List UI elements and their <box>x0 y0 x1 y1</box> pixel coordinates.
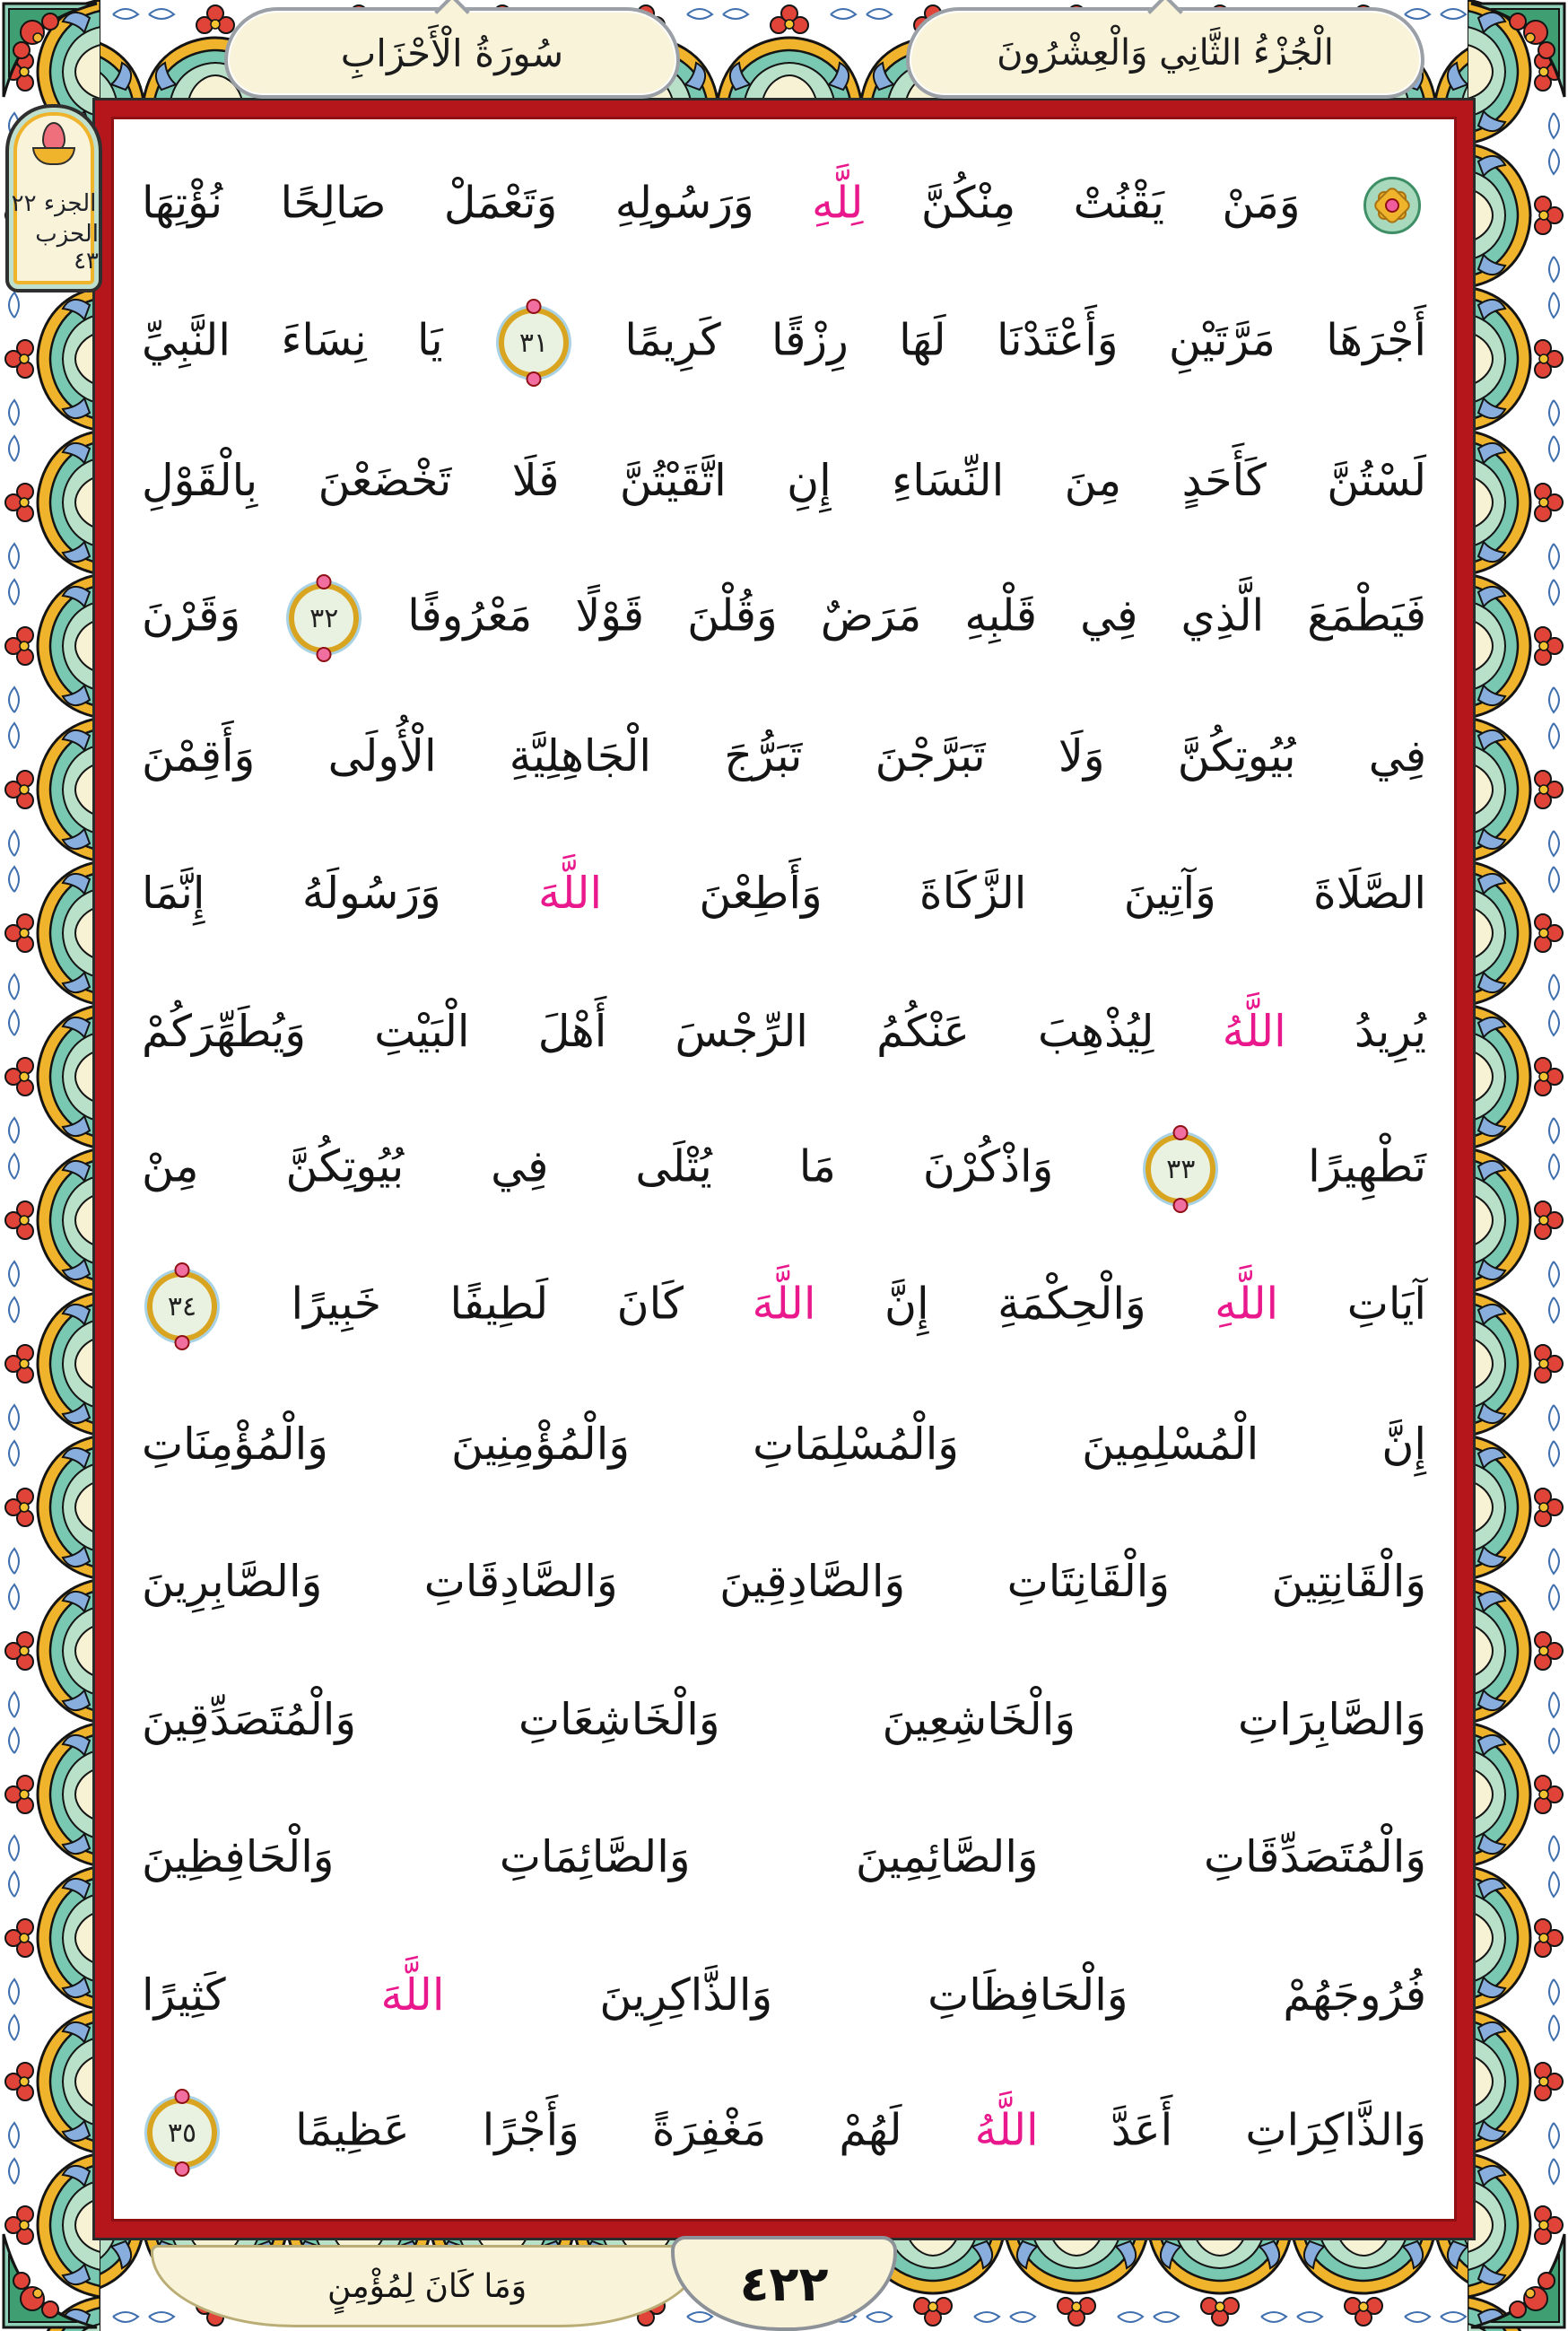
verse-text: كَثِيرًا <box>142 1969 226 2021</box>
ayah-number-medallion <box>147 2098 217 2168</box>
quran-line-text <box>142 729 1426 781</box>
verse-text: فُرُوجَهُمْ وَالْحَافِظَاتِ وَالذَّاكِرِينَ <box>599 1969 1426 2021</box>
quran-line-text <box>142 583 1426 653</box>
quran-line-text <box>142 1558 1426 1606</box>
allah-word: اللَّهُ <box>974 2104 1039 2156</box>
quran-line-text <box>142 177 1426 234</box>
quran-line <box>142 549 1426 686</box>
medallion-bottom-dot <box>175 1335 190 1350</box>
quran-line <box>142 136 1426 274</box>
verse-text: تَطْهِيرًا <box>1308 1140 1427 1192</box>
verse-text: وَالْمُتَصَدِّقَاتِ وَالصَّائِمِينَ وَالصَّائِمَاتِ وَالْحَافِظِينَ <box>142 1831 1426 1883</box>
text-frame <box>95 100 1473 2238</box>
ayah-number-medallion <box>499 308 569 378</box>
juz-number-label: الجزء ٢٢ <box>11 190 97 217</box>
verse-text: آيَاتِ <box>1346 1278 1426 1330</box>
surah-title-cartouche <box>224 7 680 99</box>
quran-line-text <box>142 1134 1426 1204</box>
ayah-number-medallion <box>1146 1134 1215 1204</box>
rub-el-hizb-marker <box>1363 177 1421 234</box>
medallion-top-dot <box>175 2089 190 2104</box>
allah-word: اللَّهِ <box>1215 1278 1279 1330</box>
quran-line-text <box>142 308 1426 378</box>
quran-line-text <box>142 1833 1426 1881</box>
quran-line-text <box>142 1005 1426 1057</box>
quran-line-text <box>142 1271 1426 1341</box>
verse-text: وَالذَّاكِرَاتِ أَعَدَّ <box>1111 2104 1426 2156</box>
medallion-bottom-dot <box>527 371 542 387</box>
quran-line <box>142 1926 1426 2064</box>
verse-text: يَا نِسَاءَ النَّبِيِّ <box>142 314 443 366</box>
verse-text: كَانَ لَطِيفًا خَبِيرًا <box>291 1278 684 1330</box>
quran-line <box>142 1100 1426 1237</box>
medallion-bottom-dot <box>317 647 332 662</box>
ayah-number: ٣١ <box>518 327 549 359</box>
quran-line <box>142 1789 1426 1926</box>
quran-line <box>142 1375 1426 1513</box>
quran-line <box>142 274 1426 411</box>
quran-line-text <box>142 1693 1426 1745</box>
catchword-cartouche <box>151 2245 703 2327</box>
verse-text: وَقَرْنَ <box>142 589 241 642</box>
verse-text: لَسْتُنَّ كَأَحَدٍ مِنَ النِّسَاءِ إِنِ اتَّقَيْتُنَّ فَلَا تَخْضَعْنَ بِالْقَوْلِ <box>142 454 1426 506</box>
verse-text: وَالْحِكْمَةِ إِنَّ <box>884 1278 1146 1330</box>
quran-line-text <box>142 2098 1426 2168</box>
verse-text: وَرَسُولَهُ إِنَّمَا <box>142 868 441 920</box>
border-left <box>0 0 100 2331</box>
quran-line <box>142 2065 1426 2202</box>
allah-word: اللَّهَ <box>538 868 603 920</box>
verse-text: فِي بُيُوتِكُنَّ وَلَا تَبَرَّجْنَ تَبَرُّجَ الْجَاهِلِيَّةِ الْأُولَى وَأَقِمْنَ <box>142 729 1426 781</box>
quran-line <box>142 1651 1426 1788</box>
verse-text: يُرِيدُ <box>1354 1005 1426 1057</box>
verse-text: الصَّلَاةَ وَآتِينَ الزَّكَاةَ وَأَطِعْنَ <box>699 868 1426 920</box>
juz-title: الْجُزْءُ الثَّانِي وَالْعِشْرُونَ <box>997 32 1334 74</box>
ayah-number-medallion <box>289 583 359 653</box>
quran-line-text <box>142 1971 1426 2020</box>
allah-word: اللَّهَ <box>380 1969 445 2021</box>
quran-line-text <box>142 1420 1426 1469</box>
juz-title-cartouche <box>906 7 1424 99</box>
rosette-center <box>1385 198 1399 213</box>
verse-text: لَهُمْ مَغْفِرَةً وَأَجْرًا عَظِيمًا <box>295 2104 902 2156</box>
juz-hizb-medallion <box>5 104 102 292</box>
ayah-number: ٣٣ <box>1166 1153 1196 1185</box>
verse-text: لِيُذْهِبَ عَنْكُمُ الرِّجْسَ أَهْلَ الْبَيْتِ وَيُطَهِّرَكُمْ <box>142 1005 1154 1057</box>
quran-line <box>142 825 1426 962</box>
quran-line <box>142 1238 1426 1375</box>
allah-word: لِلَّهِ <box>812 177 864 229</box>
ayah-number: ٣٢ <box>309 602 339 634</box>
quran-line <box>142 963 1426 1100</box>
allah-word: اللَّهُ <box>1222 1005 1286 1057</box>
verse-text: إِنَّ الْمُسْلِمِينَ وَالْمُسْلِمَاتِ وَالْمُؤْمِنِينَ وَالْمُؤْمِنَاتِ <box>142 1419 1426 1470</box>
medallion-bottom-dot <box>1173 1198 1189 1213</box>
verse-text: فَيَطْمَعَ الَّذِي فِي قَلْبِهِ مَرَضٌ وَقُلْنَ قَوْلًا مَعْرُوفًا <box>407 589 1427 642</box>
medallion-leaf-ornament <box>32 147 75 165</box>
medallion-bottom-dot <box>175 2161 190 2177</box>
quran-line-text <box>142 869 1426 918</box>
hizb-number-label: الحزب ٤٣ <box>35 221 99 275</box>
catchword-text: وَمَا كَانَ لِمُؤْمِنٍ <box>327 2267 527 2305</box>
verse-text: وَاذْكُرْنَ مَا يُتْلَى فِي بُيُوتِكُنَّ مِنْ <box>142 1140 1054 1192</box>
ayah-number: ٣٥ <box>167 2117 197 2149</box>
page-number: ٤٢٢ <box>739 2255 829 2312</box>
verse-text: وَمَنْ يَقْنُتْ مِنْكُنَّ <box>920 177 1301 229</box>
ayah-number: ٣٤ <box>167 1290 197 1323</box>
verse-text: أَجْرَهَا مَرَّتَيْنِ وَأَعْتَدْنَا لَهَا رِزْقًا كَرِيمًا <box>624 314 1427 366</box>
quran-line-text <box>142 454 1426 506</box>
quran-line <box>142 1514 1426 1651</box>
verse-text: وَالصَّابِرَاتِ وَالْخَاشِعِينَ وَالْخَاشِعَاتِ وَالْمُتَصَدِّقِينَ <box>142 1693 1426 1745</box>
border-right <box>1468 0 1568 2331</box>
quran-line <box>142 412 1426 549</box>
verse-text: وَرَسُولِهِ وَتَعْمَلْ صَالِحًا نُؤْتِهَا <box>142 177 754 229</box>
medallion-top-dot <box>175 1262 190 1278</box>
medallion-top-dot <box>1173 1125 1189 1140</box>
quran-lines <box>142 136 1426 2202</box>
surah-title: سُورَةُ الْأَحْزَابِ <box>340 31 564 75</box>
quran-line <box>142 687 1426 825</box>
allah-word: اللَّهَ <box>752 1278 816 1330</box>
ayah-number-medallion <box>147 1271 217 1341</box>
medallion-top-dot <box>317 574 332 589</box>
verse-text: وَالْقَانِتِينَ وَالْقَانِتَاتِ وَالصَّادِقِينَ وَالصَّادِقَاتِ وَالصَّابِرِينَ <box>142 1556 1426 1608</box>
medallion-top-dot <box>527 299 542 314</box>
